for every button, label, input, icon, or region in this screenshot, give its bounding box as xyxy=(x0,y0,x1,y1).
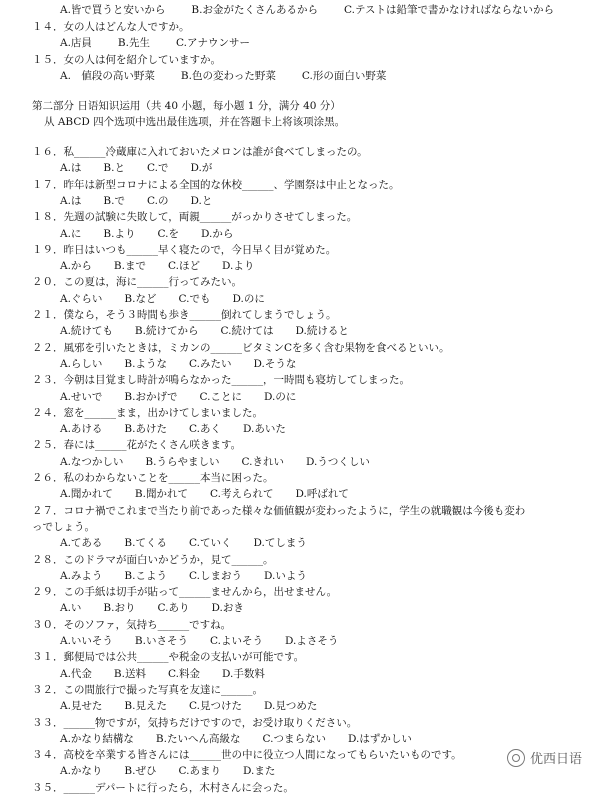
question-text: ２１．僕なら，そう３時間も歩き______倒れてしまうでしょう。 xyxy=(32,309,337,321)
option: A.は xyxy=(60,162,82,175)
option: C.でも xyxy=(178,292,211,305)
option: D.から xyxy=(200,227,234,240)
option: D.はずかしい xyxy=(347,732,412,745)
option: C.続けては xyxy=(220,325,274,338)
option: D.と xyxy=(190,194,213,207)
option: C.見つけた xyxy=(188,700,242,713)
question-text: １７．昨年は新型コロナによる全国的な休校______、学園祭は中止となった。 xyxy=(32,178,400,191)
question-text: ２０．この夏は，海に______行ってみたい。 xyxy=(32,276,242,289)
option: D.そうな xyxy=(253,357,297,370)
option-row xyxy=(60,765,297,778)
option-row xyxy=(60,700,339,713)
option: B.続けてから xyxy=(134,325,199,338)
option: A.は xyxy=(60,194,82,207)
option: A.てある xyxy=(60,537,103,550)
option: A.聞かれて xyxy=(60,488,113,501)
option: A.かなり結構な xyxy=(60,732,134,745)
option: C.アナウンサー xyxy=(175,37,250,49)
option-row xyxy=(60,537,329,550)
option: C.みたい xyxy=(188,357,232,370)
option-row xyxy=(60,195,234,208)
question-text: っでしょう。 xyxy=(32,520,95,533)
option: C.形の面白い野菜 xyxy=(301,70,387,82)
question-text: ３０．そのソファ，気持ち______ですね。 xyxy=(32,618,232,631)
option: B.うらやましい xyxy=(145,455,220,468)
option: B.より xyxy=(103,227,136,240)
option: C.あく xyxy=(188,423,221,436)
option-row xyxy=(60,228,255,241)
option: D.続けると xyxy=(295,325,349,338)
option: D.のに xyxy=(263,390,297,403)
question-text: ３４．高校を卒業する皆さんには______世の中に役立つ人間になってもらいたいものです。 xyxy=(32,749,462,762)
question-text: １５．女の人は何を紹介していますか。 xyxy=(32,54,221,66)
option-row xyxy=(60,456,392,469)
question-text: ３２．この間旅行で撮った写真を友達に______。 xyxy=(32,683,263,696)
option: A.続けても xyxy=(60,325,113,338)
option: C.料金 xyxy=(167,667,200,680)
option: D.より xyxy=(221,260,255,273)
option: B.ぜひ xyxy=(124,765,157,778)
question-text: ２５．春には______花がたくさん咲きます。 xyxy=(32,439,242,452)
option-row xyxy=(60,162,234,175)
option: D.うつくしい xyxy=(305,455,370,468)
option-row xyxy=(60,668,287,681)
option: C.つまらない xyxy=(262,732,326,745)
option: A.い xyxy=(60,602,82,615)
option: B.おかげで xyxy=(124,390,178,403)
option: B.聞かれて xyxy=(134,488,188,501)
option-row xyxy=(60,260,276,273)
watermark-text: 优西日语 xyxy=(529,752,582,767)
option-row xyxy=(60,358,318,371)
option: D.手数料 xyxy=(221,667,265,680)
option: A.見せた xyxy=(60,700,103,713)
option: C.よいそう xyxy=(209,635,263,647)
option: B.お金がたくさんあるから xyxy=(191,4,318,16)
option: D.おき xyxy=(211,602,244,615)
option: B.と xyxy=(103,162,125,175)
question-text: ２３．今朝は目覚まし時計が鳴らなかった______，一時間も寝坊してしまった。 xyxy=(32,374,410,387)
option: B.てくる xyxy=(124,537,167,550)
question-text: ３５．______デパートに行ったら，木村さんに会った。 xyxy=(32,781,294,794)
option: B.先生 xyxy=(117,37,150,49)
wechat-logo-icon xyxy=(507,749,525,767)
option: A.皆で買うと安いから xyxy=(60,4,166,16)
option: D.いよう xyxy=(263,569,307,582)
option: D.あいた xyxy=(242,423,286,436)
option: D.見つめた xyxy=(263,700,318,713)
question-text: ２４．窓を______まま，出かけてしまいました。 xyxy=(32,406,263,419)
question-text: １９．昨日はいつも______早く寝たので，今日早く目が覚めた。 xyxy=(32,243,337,256)
option: B.いさそう xyxy=(134,635,188,647)
option: B.ような xyxy=(124,357,167,370)
option: B.色の変わった野菜 xyxy=(180,70,276,82)
option-row xyxy=(60,423,308,436)
option: A.なつかしい xyxy=(60,455,124,468)
option: C.を xyxy=(157,227,179,240)
question-text: １４．女の人はどんな人ですか。 xyxy=(32,21,190,33)
option-row xyxy=(60,733,434,746)
option: B.まで xyxy=(113,260,146,273)
option: C.の xyxy=(146,194,169,207)
option: A.から xyxy=(60,260,92,273)
option: A. 値段の高い野菜 xyxy=(60,70,155,82)
option: C.で xyxy=(146,162,169,175)
option: B.送料 xyxy=(113,667,146,680)
option: B.おり xyxy=(103,602,136,615)
option-row xyxy=(60,37,276,50)
option: C.考えられて xyxy=(209,488,274,501)
option: B.こよう xyxy=(124,569,167,582)
option: C.あり xyxy=(157,602,190,615)
option: A.店員 xyxy=(60,37,92,49)
question-text: １６．私______冷蔵庫に入れておいたメロンは誰が食べてしまったの。 xyxy=(32,146,368,158)
option: A.らしい xyxy=(60,357,103,370)
option-row xyxy=(60,635,360,648)
option: B.で xyxy=(103,194,125,207)
option: C.きれい xyxy=(241,455,284,468)
question-text: １８．先週の試験に失敗して，両親______がっかりさせてしまった。 xyxy=(32,211,358,224)
option: D.呼ばれて xyxy=(295,488,349,501)
option: A.に xyxy=(60,227,82,240)
question-text: ２９．この手紙は切手が貼って______ませんから，出せません。 xyxy=(32,586,338,599)
option: D.てしまう xyxy=(253,537,307,550)
section-subtitle: 从 ABCD 四个选项中选出最佳选项，并在答题卡上将该项涂黑。 xyxy=(44,116,346,128)
section-title: 第二部分 日语知识运用（共 40 小题，每小题 1 分，满分 40 分） xyxy=(32,100,341,112)
option: A.あける xyxy=(60,423,103,436)
question-text: ３１．郵便局では公共______や税金の支払いが可能です。 xyxy=(32,651,305,664)
option: C.ことに xyxy=(199,390,242,403)
option: C.テストは鉛筆で書かなければならないから xyxy=(343,4,555,16)
option: A.代金 xyxy=(60,667,92,680)
watermark xyxy=(507,748,582,767)
option: B.あけた xyxy=(124,423,167,436)
option: D.のに xyxy=(232,292,265,305)
option: C.あまり xyxy=(178,765,221,778)
option: A.みよう xyxy=(60,569,103,582)
question-text: ２７．コロナ禍でこれまで当たり前であった様々な価値観が変わったように，学生の就職観は今後も変わ xyxy=(32,504,526,517)
option: A.ぐらい xyxy=(60,292,103,305)
question-text: ２６．私のわからないことを______本当に困った。 xyxy=(32,472,274,484)
option: A.せいで xyxy=(60,390,103,403)
option: D.が xyxy=(190,162,213,175)
option: D.また xyxy=(242,765,276,778)
option: B.など xyxy=(124,292,157,305)
option: B.たいへん高級な xyxy=(155,732,241,745)
option: C.しまおう xyxy=(188,569,242,582)
option-row xyxy=(60,325,371,338)
question-text: ２２．風邪を引いたときは，ミカンの______ビタミンCを多く含む果物を食べるといい。 xyxy=(32,341,450,354)
option-row xyxy=(60,70,412,83)
option-row xyxy=(60,4,580,17)
option: D.よさそう xyxy=(284,635,339,647)
option-row xyxy=(60,602,266,615)
option: B.見えた xyxy=(124,700,167,713)
option: C.ほど xyxy=(167,260,200,273)
option-row xyxy=(60,391,318,404)
option: A.かなり xyxy=(60,765,103,778)
option: A.いいそう xyxy=(60,635,113,647)
option: C.ていく xyxy=(188,537,232,550)
option-row xyxy=(60,488,371,501)
question-text: ２８．このドラマが面白いかどうか，見て______。 xyxy=(32,553,274,566)
option-row xyxy=(60,293,287,306)
question-text: ３３．______物ですが，気持ちだけですので，お受け取りください。 xyxy=(32,716,358,729)
option-row xyxy=(60,570,329,583)
